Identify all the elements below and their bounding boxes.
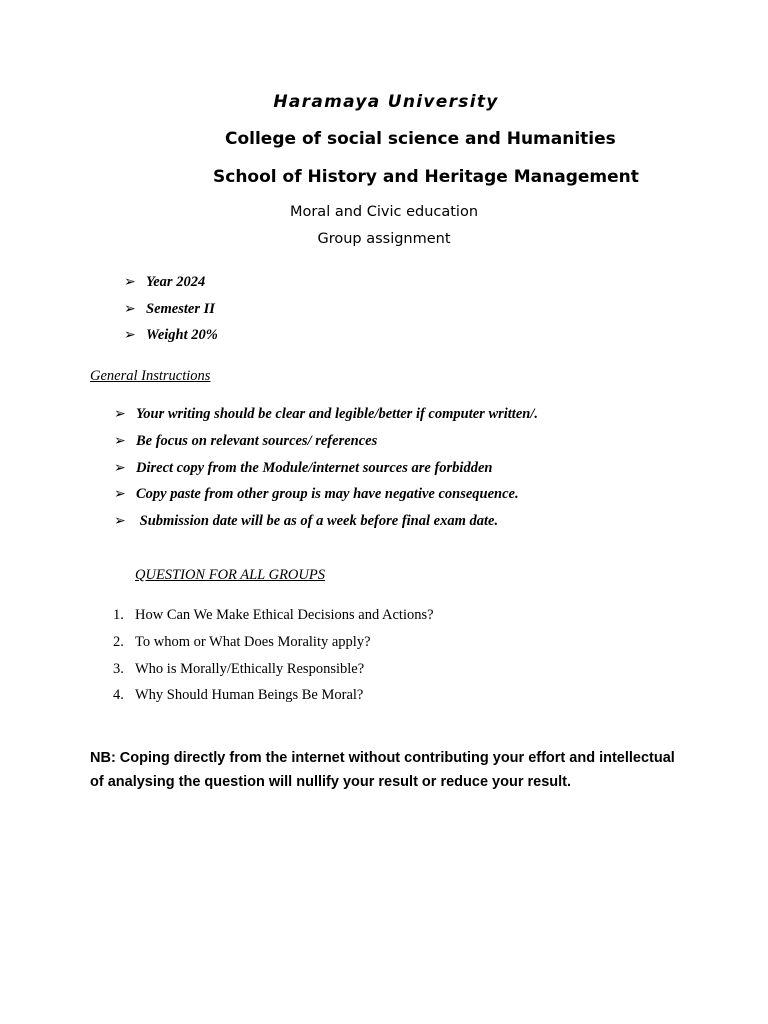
arrow-bullet-icon: ➢ <box>124 300 136 317</box>
instruction-text: Submission date will be as of a week before final exam date. <box>136 513 499 530</box>
instruction-text: Your writing should be clear and legible/better if computer written/. <box>136 406 538 422</box>
list-item <box>113 607 434 634</box>
general-instructions-heading: General Instructions <box>90 368 211 384</box>
assignment-title: Group assignment <box>317 231 451 247</box>
instruction-text: Be focus on relevant sources/ references <box>136 432 378 449</box>
arrow-bullet-icon: ➢ <box>124 274 136 290</box>
instructions-list <box>114 406 538 540</box>
school-title: School of History and Heritage Management <box>213 167 639 187</box>
list-item <box>114 433 538 460</box>
question-number: 2. <box>113 633 124 650</box>
arrow-bullet-icon: ➢ <box>124 327 136 343</box>
arrow-bullet-icon: ➢ <box>114 432 126 449</box>
meta-semester: Semester II <box>146 300 215 317</box>
question-text: To whom or What Does Morality apply? <box>135 633 371 650</box>
college-title: College of social science and Humanities <box>225 129 616 149</box>
list-item <box>124 274 218 301</box>
list-item <box>113 687 434 714</box>
question-text: Who is Morally/Ethically Responsible? <box>135 660 365 677</box>
list-item <box>124 327 218 354</box>
arrow-bullet-icon: ➢ <box>114 406 126 422</box>
question-number: 3. <box>113 660 124 677</box>
question-text: Why Should Human Beings Be Moral? <box>135 687 364 704</box>
questions-list <box>113 607 434 714</box>
arrow-bullet-icon: ➢ <box>114 513 126 530</box>
list-item <box>114 406 538 433</box>
question-number: 1. <box>113 607 124 623</box>
list-item <box>114 486 538 513</box>
questions-heading: QUESTION FOR ALL GROUPS <box>135 567 325 583</box>
nb-note: NB: Coping directly from the internet without contributing your effort and intellectual of analysing the question will nullify your result or reduce your result. <box>90 750 675 790</box>
arrow-bullet-icon: ➢ <box>114 459 126 476</box>
instruction-text: Direct copy from the Module/internet sources are forbidden <box>136 459 493 476</box>
instruction-text: Copy paste from other group is may have negative consequence. <box>136 486 519 503</box>
meta-weight: Weight 20% <box>146 327 218 343</box>
question-number: 4. <box>113 687 124 704</box>
list-item <box>124 301 218 328</box>
list-item <box>113 661 434 688</box>
meta-list <box>124 274 218 354</box>
list-item <box>114 513 538 540</box>
university-title: Haramaya University <box>273 92 499 112</box>
course-title: Moral and Civic education <box>289 204 479 220</box>
meta-year: Year 2024 <box>146 274 206 290</box>
arrow-bullet-icon: ➢ <box>114 486 126 503</box>
list-item <box>114 460 538 487</box>
list-item <box>113 634 434 661</box>
question-text: How Can We Make Ethical Decisions and Actions? <box>135 607 434 623</box>
